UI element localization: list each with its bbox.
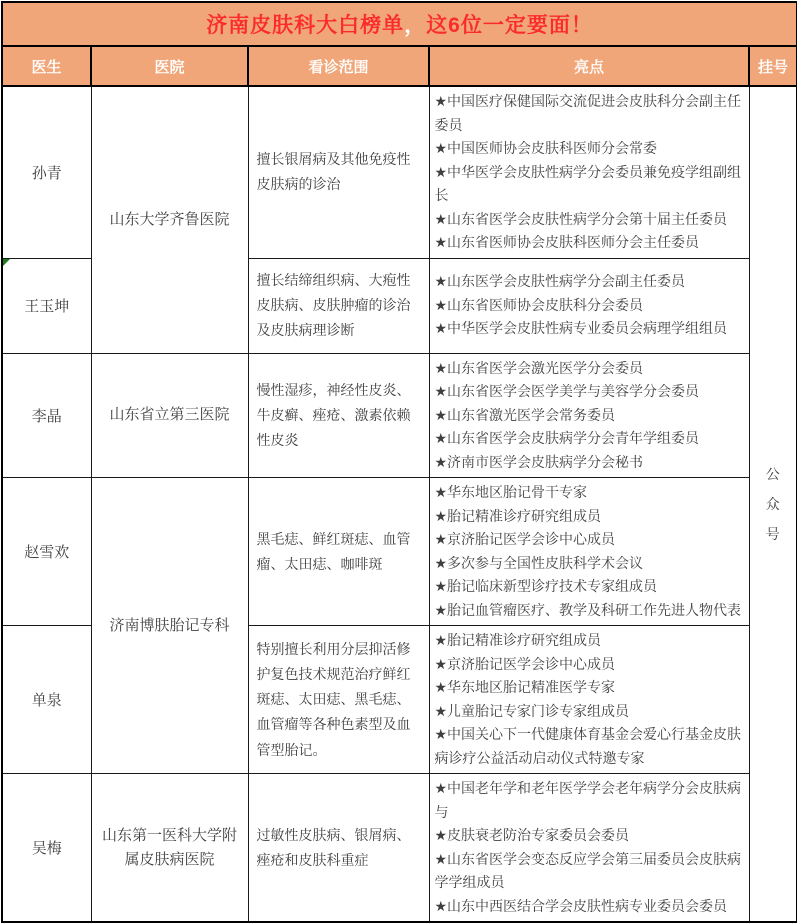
highlight-item: ★皮肤衰老防治专家委员会委员 [434, 827, 630, 844]
doctor-name-cell: 单泉 [2, 626, 91, 774]
highlight-item: ★山东省医学会激光医学分会委员 [434, 359, 644, 376]
doctor-name-cell [2, 258, 91, 353]
highlight-item: ★中国老年学和老年医学学会老年病学分会皮肤病与 [434, 780, 742, 820]
scope-cell: 黑毛痣、鲜红斑痣、血管瘤、太田痣、咖啡斑 [248, 478, 429, 626]
highlight-item: ★中国医疗保健国际交流促进会皮肤科分会副主任委员 [434, 93, 742, 133]
highlight-item: ★多次参与全国性皮肤科学术会议 [434, 554, 644, 571]
page-title-part2: 这6位一定要面！ [426, 14, 593, 37]
page-title-comma: ， [404, 14, 427, 37]
table-row [2, 478, 797, 626]
page-title-part1: 济南皮肤科大白榜单 [206, 14, 405, 37]
highlight-item: ★中国关心下一代健康体育基金会爱心行基金皮肤病诊疗公益活动启动仪式特邀专家 [434, 726, 742, 766]
scope-cell: 擅长结缔组织病、大疱性皮肤病、皮肤肿瘤的诊治及皮肤病理诊断 [248, 258, 429, 353]
highlight-item: ★京济胎记医学会诊中心成员 [434, 531, 616, 548]
highlight-item: ★山东中西医结合学会皮肤性病专业委员会委员 [434, 897, 728, 914]
doctor-name-cell: 李晶 [2, 353, 91, 478]
highlight-item: ★京济胎记医学会诊中心成员 [434, 655, 616, 672]
column-header-highlights: 亮点 [429, 46, 749, 86]
registration-cell [749, 86, 797, 922]
page-title [2, 2, 797, 46]
highlight-item: ★胎记精准诊疗研究组成员 [434, 507, 602, 524]
scope-cell: 过敏性皮肤病、银屑病、痤疮和皮肤科重症 [248, 774, 429, 923]
hospital-cell: 山东大学齐鲁医院 [91, 86, 248, 353]
highlight-item: ★山东省医学会皮肤性病学分会第十届主任委员 [434, 210, 728, 227]
registration-method-label: 公众号 [765, 466, 780, 543]
column-header-registration: 挂号 [749, 46, 797, 86]
highlight-item: ★山东省医学会皮肤病学分会青年学组委员 [434, 430, 700, 447]
highlight-item: ★山东省医学会变态反应学会第三届委员会皮肤病学学组成员 [434, 850, 742, 891]
hospital-cell: 山东省立第三医院 [91, 353, 248, 478]
table-row [2, 86, 797, 258]
doctor-name-cell: 吴梅 [2, 774, 91, 923]
highlight-item: ★山东医学会皮肤性病学分会副主任委员 [434, 273, 686, 290]
highlights-cell [429, 258, 749, 353]
highlight-item: ★山东省医师协会皮肤科医师分会主任委员 [434, 234, 700, 251]
highlights-cell [429, 353, 749, 478]
highlights-cell [429, 478, 749, 626]
highlight-item: ★儿童胎记专家门诊专家组成员 [434, 702, 630, 719]
column-header-hospital: 医院 [91, 46, 248, 86]
table-row [2, 353, 797, 478]
highlight-item: ★胎记临床新型诊疗技术专家组成员 [434, 578, 658, 595]
doctor-name-cell: 赵雪欢 [2, 478, 91, 626]
highlight-item: ★济南市医学会皮肤病学分会秘书 [434, 453, 644, 470]
hospital-cell: 济南博肤胎记专科 [91, 478, 248, 774]
highlight-item: ★胎记血管瘤医疗、教学及科研工作先进人物代表 [434, 601, 742, 618]
hospital-cell: 山东第一医科大学附属皮肤病医院 [91, 774, 248, 923]
highlights-cell [429, 774, 749, 923]
doctor-name: 王玉坤 [24, 298, 70, 316]
highlight-item: ★中华医学会皮肤性病学分会委员兼免疫学组副组长 [434, 163, 742, 204]
scope-cell: 擅长银屑病及其他免疫性皮肤病的诊治 [248, 86, 429, 258]
table-row [2, 774, 797, 923]
highlight-item: ★华东地区胎记精准医学专家 [434, 679, 616, 696]
title-row [2, 2, 797, 46]
column-header-scope: 看诊范围 [248, 46, 429, 86]
highlights-cell [429, 626, 749, 774]
highlights-cell [429, 86, 749, 258]
scope-cell: 特别擅长利用分层抑活修护复色技术规范治疗鲜红斑痣、太田痣、黑毛痣、血管瘤等各种色素型及血管型胎记。 [248, 626, 429, 774]
highlight-item: ★中国医师协会皮肤科医师分会常委 [434, 140, 658, 157]
column-header-row [2, 46, 797, 86]
highlight-item: ★山东省激光医学会常务委员 [434, 406, 616, 423]
doctor-ranking-table [1, 1, 797, 923]
column-header-doctor: 医生 [2, 46, 91, 86]
highlight-item: ★胎记精准诊疗研究组成员 [434, 632, 602, 649]
highlight-item: ★中华医学会皮肤性病专业委员会病理学组组员 [434, 320, 728, 337]
comment-marker-triangle [3, 259, 10, 266]
doctor-name-cell: 孙青 [2, 86, 91, 258]
highlight-item: ★山东省医学会医学美学与美容学分会委员 [434, 383, 700, 400]
highlight-item: ★华东地区胎记骨干专家 [434, 484, 588, 501]
highlight-item: ★山东省医师协会皮肤科分会委员 [434, 296, 644, 313]
scope-cell: 慢性湿疹，神经性皮炎、牛皮癣、痤疮、激素依赖性皮炎 [248, 353, 429, 478]
